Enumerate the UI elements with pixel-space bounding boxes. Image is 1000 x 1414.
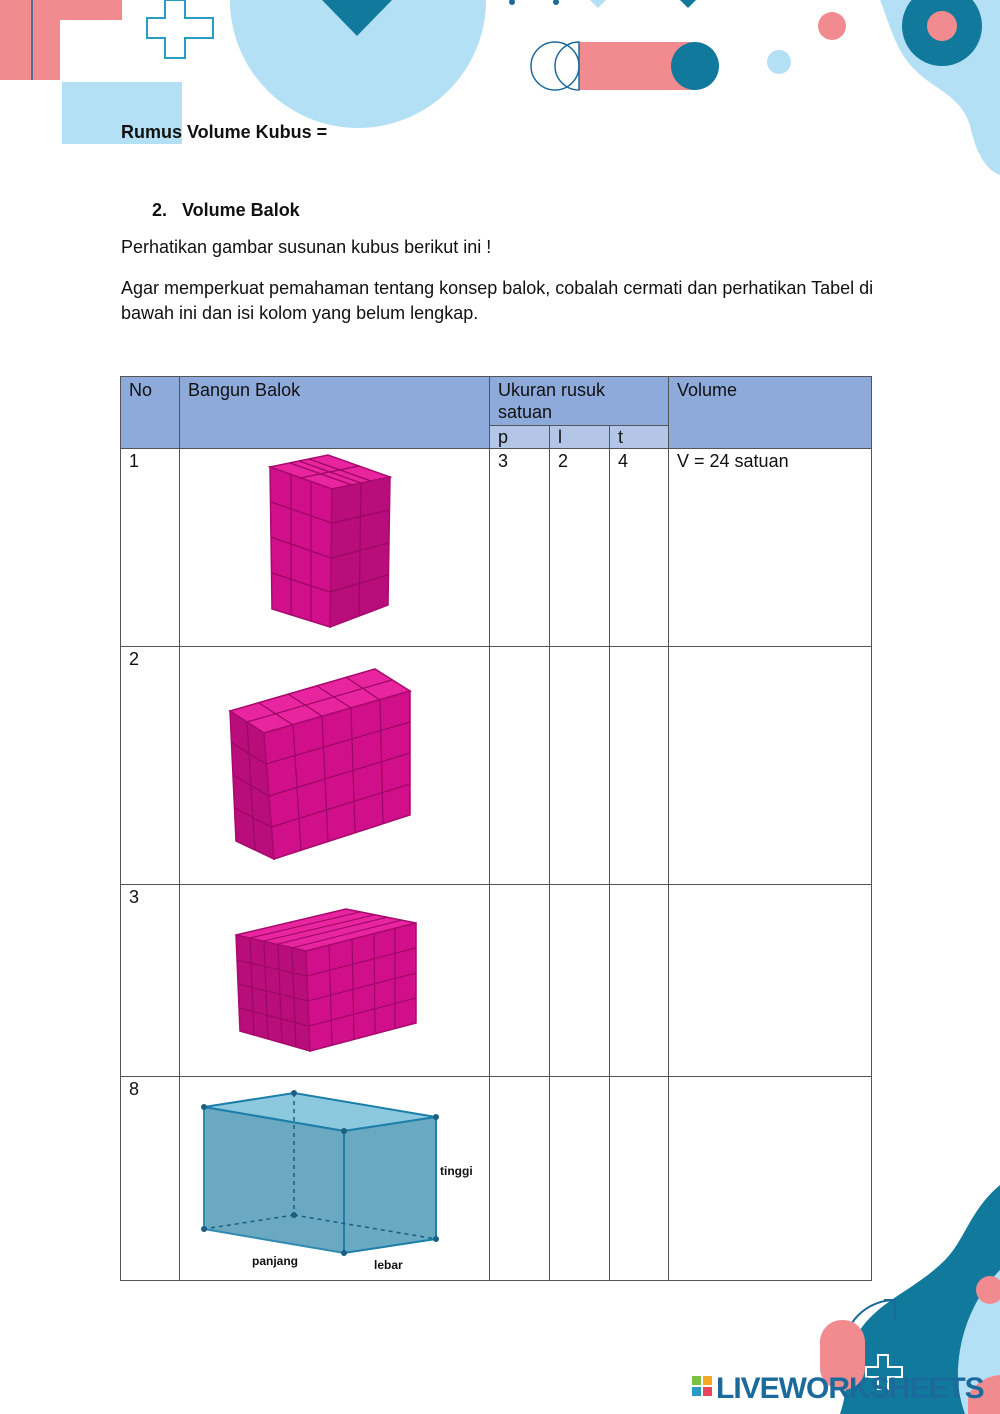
cell-volume[interactable]: V = 24 satuan <box>669 449 872 647</box>
label-lebar: lebar <box>374 1258 403 1272</box>
cell-t[interactable] <box>610 647 669 885</box>
header-l: l <box>550 426 610 449</box>
cell-volume[interactable] <box>669 647 872 885</box>
instruction-paragraph: Perhatikan gambar susunan kubus berikut ini ! <box>121 237 492 257</box>
cell-no: 3 <box>121 885 180 1077</box>
cell-bangun <box>180 449 490 647</box>
cell-no: 2 <box>121 647 180 885</box>
cell-no: 1 <box>121 449 180 647</box>
label-tinggi: tinggi <box>440 1164 473 1178</box>
cell-l[interactable]: 2 <box>550 449 610 647</box>
cell-volume[interactable] <box>669 1077 872 1281</box>
header-bangun-balok: Bangun Balok <box>180 377 490 449</box>
cell-p[interactable]: 3 <box>490 449 550 647</box>
table-row <box>121 885 872 1077</box>
cell-t[interactable]: 4 <box>610 449 669 647</box>
liveworksheets-logo <box>692 1372 984 1406</box>
cell-volume[interactable] <box>669 885 872 1077</box>
cell-p[interactable] <box>490 647 550 885</box>
section-heading <box>152 200 300 221</box>
rumus-volume-kubus-heading: Rumus Volume Kubus = <box>121 122 328 142</box>
cell-l[interactable] <box>550 885 610 1077</box>
header-no: No <box>121 377 180 449</box>
cell-p[interactable] <box>490 1077 550 1281</box>
table-row <box>121 647 872 885</box>
explanation-paragraph: Agar memperkuat pemahaman tentang konsep balok, cobalah cermati dan perhatikan Tabel di bawah ini dan isi kolom yang belum lengkap. <box>121 278 874 323</box>
table-row <box>121 1077 872 1281</box>
cell-bangun <box>180 885 490 1077</box>
cell-no: 8 <box>121 1077 180 1281</box>
cuboid-row2-image <box>180 647 488 879</box>
cell-l[interactable] <box>550 1077 610 1281</box>
header-ukuran-rusuk: Ukuran rusuk satuan <box>490 377 669 426</box>
cell-t[interactable] <box>610 1077 669 1281</box>
section-number: 2. <box>152 200 168 220</box>
cell-t[interactable] <box>610 885 669 1077</box>
header-volume: Volume <box>669 377 872 449</box>
cuboid-row3-image <box>180 885 488 1071</box>
header-p: p <box>490 426 550 449</box>
balok-table <box>120 376 872 1281</box>
label-panjang: panjang <box>252 1254 299 1268</box>
cell-bangun <box>180 647 490 885</box>
cell-p[interactable] <box>490 885 550 1077</box>
header-t: t <box>610 426 669 449</box>
liveworksheets-icon <box>692 1376 712 1396</box>
cuboid-3x2x4-image <box>180 449 488 641</box>
section-title: Volume Balok <box>182 200 300 220</box>
table-row <box>121 449 872 647</box>
cell-l[interactable] <box>550 647 610 885</box>
footer-brand: LIVEWORKSHEETS <box>716 1372 984 1405</box>
cell-bangun <box>180 1077 490 1281</box>
cuboid-diagram <box>180 1077 488 1275</box>
